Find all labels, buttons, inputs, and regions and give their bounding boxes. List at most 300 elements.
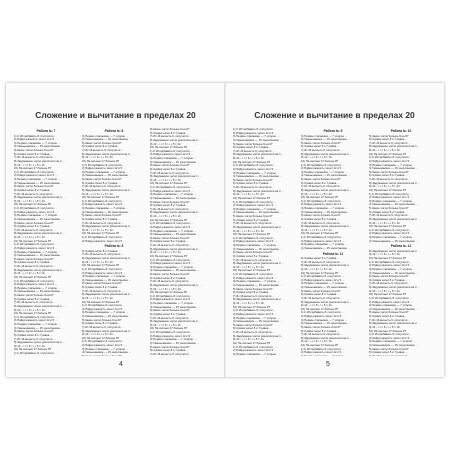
exercise-line: 4) Уменьшаемое — 15, вычитаемое … (369, 203, 419, 207)
exercise-line: 1) К 18 прибавить 8, получится … (150, 294, 194, 298)
exercise-line: 5) Какое число больше 9 на 6? (150, 309, 190, 313)
exercise-line: 4) Уменьшаемое — 15, вычитаемое … (301, 322, 351, 326)
exercise-line: 2) Найди разность чисел 12 и 5 … (369, 336, 413, 340)
exercise-line: 6) Сумма чисел 8 и 7 равна … (82, 322, 121, 326)
exercise-line: 7) Из 16 вычесть 9, получится … (82, 149, 124, 152)
worksheet-heading: Работа № 9 (323, 129, 343, 133)
exercise-line: 6) Сумма чисел 8 и 7 равна … (301, 329, 340, 333)
exercise-line: 3) Первое слагаемое — 7, второе … (150, 157, 197, 160)
exercise-line: 8) Задуманное число увеличили на 4 … (150, 283, 202, 287)
exercise-line: 7) Из 16 вычесть 9, получится … (82, 325, 124, 329)
exercise-line: 6) Сумма чисел 8 и 7 равна … (14, 261, 53, 265)
exercise-line: 3) Первое слагаемое — 7, второе … (369, 340, 416, 344)
exercise-line: 9) 13 – ☐ = 6 ☐ + 5 = 14 (369, 253, 400, 257)
exercise-line: 1) К 18 прибавить 8, получится … (301, 347, 345, 351)
exercise-line: 8) Задуманное число увеличили на 4 … (233, 153, 285, 157)
exercise-line: 3) Первое слагаемое — 7, второе … (369, 236, 416, 239)
exercise-line: 5) Какое число больше 9 на 6? (14, 294, 54, 297)
exercise-line: 10) На сколько 17 больше 8? (301, 344, 339, 347)
exercise-line: 7) Из 16 вычесть 9, получится … (233, 149, 275, 153)
exercise-line: 9) 13 – ☐ = 6 ☐ + 5 = 14 (369, 221, 400, 225)
exercise-line: 6) Сумма чисел 8 и 7 равна … (82, 145, 121, 149)
exercise-line: 3) Первое слагаемое — 7, второе … (369, 163, 416, 167)
exercise-column (82, 128, 146, 356)
exercise-line: 1) К 18 прибавить 8, получится … (369, 296, 413, 300)
exercise-line: 4) Уменьшаемое — 15, вычитаемое … (82, 210, 132, 214)
exercise-line: 3) Первое слагаемое — 7, второе … (82, 134, 129, 138)
exercise-line: 5) Какое число больше 9 на 6? (150, 273, 190, 276)
exercise-line: 6) Сумма чисел 8 и 7 равна … (82, 286, 121, 289)
exercise-line: 9) 13 – ☐ = 6 ☐ + 5 = 14 (150, 251, 181, 255)
exercise-line: 8) Задуманное число увеличили на 4 … (150, 211, 202, 215)
exercise-line: 10) На сколько 17 больше 8? (14, 275, 52, 279)
exercise-line: 6) Сумма чисел 8 и 7 равна … (14, 188, 53, 192)
exercise-line: 2) Найди разность чисел 12 и 5 … (82, 203, 126, 207)
exercise-line: 10) На сколько 17 больше 8? (14, 239, 52, 243)
exercise-line: 3) Первое слагаемое — 7, второе … (233, 280, 280, 284)
exercise-line: 8) Задуманное число увеличили на 4 … (14, 268, 66, 272)
worksheet-heading: Работа № 11 (322, 251, 344, 256)
exercise-line: 3) Первое слагаемое — 7, второе … (233, 171, 280, 175)
exercise-line: 5) Какое число больше 9 на 6? (233, 323, 273, 327)
exercise-line: 8) Задуманное число увеличили на 4 … (301, 336, 353, 340)
exercise-line: 7) Из 16 вычесть 9, получится … (150, 244, 192, 247)
exercise-line (301, 355, 365, 356)
exercise-line: 7) Из 16 вычесть 9, получится … (369, 214, 411, 218)
exercise-line: 5) Какое число больше 9 на 6? (82, 282, 122, 286)
exercise-line: 4) Уменьшаемое — 15, вычитаемое … (233, 247, 283, 251)
exercise-line: 10) На сколько 17 больше 8? (301, 232, 339, 236)
exercise-line: 4) Уменьшаемое — 15, вычитаемое … (369, 307, 419, 311)
exercise-line: 9) 13 – ☐ = 6 ☐ + 5 = 14 (82, 333, 113, 337)
exercise-line: 5) Какое число больше 9 на 6? (14, 185, 54, 189)
exercise-line: 3) Первое слагаемое — 7, второе … (150, 193, 197, 197)
exercise-line: 8) Задуманное число увеличили на 4 … (233, 189, 285, 193)
exercise-line: 3) Первое слагаемое — 7, второе … (14, 178, 61, 181)
exercise-line: 3) Первое слагаемое — 7, второе … (301, 134, 348, 138)
exercise-columns-right (233, 128, 436, 356)
exercise-line: 4) Уменьшаемое — 15, вычитаемое … (150, 160, 200, 164)
exercise-line: 2) Найди разность чисел 12 и 5 … (14, 210, 58, 214)
exercise-line: 7) Из 16 вычесть 9, получится … (150, 280, 192, 284)
exercise-line: 3) Первое слагаемое — 7, второе … (14, 323, 61, 326)
exercise-line: 9) 13 – ☐ = 6 ☐ + 5 = 14 (233, 265, 264, 269)
exercise-line: 7) Из 16 вычесть 9, получится … (82, 289, 124, 293)
exercise-line: 2) Найди разность чисел 12 и 5 … (82, 239, 126, 243)
exercise-line: 1) К 18 прибавить 8, получится … (150, 331, 194, 334)
exercise-column (150, 128, 214, 356)
exercise-line: 9) 13 – ☐ = 6 ☐ + 5 = 14 (150, 178, 181, 182)
exercise-line: 5) Какое число больше 9 на 6? (82, 141, 122, 145)
exercise-line: 8) Задуманное число увеличили на 4 … (14, 196, 66, 200)
exercise-line: 2) Найди разность чисел 12 и 5 … (150, 298, 194, 302)
exercise-line: 5) Какое число больше 9 на 6? (369, 275, 409, 279)
worksheet-heading: Работа № 7 (36, 129, 56, 133)
exercise-line: 9) 13 – ☐ = 6 ☐ + 5 = 14 (369, 289, 400, 293)
exercise-line: 2) Найди разность чисел 12 и 5 … (82, 344, 126, 347)
exercise-line: 7) Из 16 вычесть 9, получится … (233, 258, 275, 262)
exercise-line: 6) Сумма чисел 8 и 7 равна … (150, 349, 189, 353)
exercise-line: 9) 13 – ☐ = 6 ☐ + 5 = 14 (369, 149, 400, 152)
exercise-line: 1) К 18 прибавить 8, получится … (369, 228, 413, 232)
exercise-line: 8) Задуманное число увеличили на 4 … (233, 262, 285, 266)
exercise-line: 9) 13 – ☐ = 6 ☐ + 5 = 14 (301, 192, 332, 196)
exercise-line: 2) Найди разность чисел 12 и 5 … (233, 167, 277, 171)
exercise-columns-left (14, 128, 217, 356)
exercise-line: 5) Какое число больше 9 на 6? (82, 178, 122, 181)
exercise-line: 4) Уменьшаемое — 15, вычитаемое … (301, 138, 351, 142)
exercise-line: 7) Из 16 вычесть 9, получится … (150, 352, 192, 356)
exercise-line: 7) Из 16 вычесть 9, получится … (150, 135, 192, 139)
exercise-line: 10) На сколько 17 больше 8? (369, 293, 407, 297)
exercise-line: 8) Задуманное число увеличили на 4 … (301, 264, 353, 268)
exercise-line: 1) К 18 прибавить 8, получится … (233, 128, 277, 131)
exercise-line: 3) Первое слагаемое — 7, второе … (233, 244, 280, 247)
exercise-line: 3) Первое слагаемое — 7, второе … (14, 286, 61, 290)
exercise-line: 10) На сколько 17 больше 8? (233, 341, 271, 345)
exercise-line: 10) На сколько 17 больше 8? (233, 196, 271, 200)
exercise-line: 5) Какое число больше 9 на 6? (301, 289, 341, 293)
exercise-line: 3) Первое слагаемое — 7, второе … (150, 229, 197, 233)
exercise-line: 6) Сумма чисел 8 и 7 равна … (150, 276, 189, 280)
exercise-line: 9) 13 – ☐ = 6 ☐ + 5 = 14 (233, 157, 264, 160)
exercise-line: 3) Первое слагаемое — 7, второе … (301, 243, 348, 247)
exercise-line: 4) Уменьшаемое — 15, вычитаемое … (301, 246, 351, 250)
exercise-line: 2) Найди разность чисел 12 и 5 … (150, 225, 194, 229)
exercise-line: 4) Уменьшаемое — 15, вычитаемое … (150, 269, 200, 273)
exercise-line: 1) К 18 прибавить 8, получится … (233, 309, 277, 313)
exercise-line: 4) Уменьшаемое — 15, вычитаемое … (14, 326, 64, 330)
exercise-column (14, 128, 78, 356)
exercise-line: 7) Из 16 вычесть 9, получится … (82, 221, 124, 225)
exercise-line: 1) К 18 прибавить 8, получится … (14, 134, 58, 138)
exercise-line: 3) Первое слагаемое — 7, второе … (82, 207, 129, 210)
exercise-line: 4) Уменьшаемое — 15, вычитаемое … (14, 254, 64, 258)
exercise-line: 3) Первое слагаемое — 7, второе … (233, 135, 280, 139)
exercise-line: 3) Первое слагаемое — 7, второе … (14, 141, 61, 145)
left-page (6, 83, 225, 377)
exercise-line: 7) Из 16 вычесть 9, получится … (301, 221, 343, 225)
exercise-line: 4) Уменьшаемое — 15, вычитаемое … (150, 341, 200, 345)
exercise-line: 7) Из 16 вычесть 9, получится … (369, 318, 411, 322)
exercise-line: 5) Какое число больше 9 на 6? (369, 134, 409, 138)
exercise-line: 6) Сумма чисел 8 и 7 равна … (150, 204, 189, 208)
exercise-line: 3) Первое слагаемое — 7, второе … (82, 170, 129, 174)
exercise-line: 2) Найди разность чисел 12 и 5 … (301, 315, 345, 318)
exercise-line: 10) На сколько 17 больше 8? (233, 305, 271, 309)
exercise-line: 10) На сколько 17 больше 8? (14, 348, 52, 352)
exercise-line: 5) Какое число больше 9 на 6? (82, 318, 122, 322)
exercise-line: 2) Найди разность чисел 12 и 5 … (150, 189, 194, 193)
worksheet-heading: Работа № 10 (390, 129, 412, 133)
exercise-line: 3) Первое слагаемое — 7, второе … (233, 316, 280, 320)
exercise-line: 9) 13 – ☐ = 6 ☐ + 5 = 14 (150, 142, 181, 146)
exercise-line: 3) Первое слагаемое — 7, второе … (301, 318, 348, 322)
exercise-line: 9) 13 – ☐ = 6 ☐ + 5 = 14 (14, 308, 45, 312)
exercise-line: 2) Найди разность чисел 12 и 5 … (14, 283, 58, 287)
exercise-line: 1) К 18 прибавить 8, получится … (14, 170, 58, 174)
exercise-line: 4) Уменьшаемое — 15, вычитаемое … (369, 239, 419, 243)
page-number-left: 4 (119, 361, 123, 368)
exercise-line: 4) Уменьшаемое — 15, вычитаемое … (82, 174, 132, 178)
exercise-line: 5) Какое число больше 9 на 6? (150, 236, 190, 240)
exercise-line: 10) На сколько 17 больше 8? (369, 257, 407, 260)
exercise-line: 9) 13 – ☐ = 6 ☐ + 5 = 14 (301, 267, 332, 271)
exercise-line: 1) К 18 прибавить 8, получится … (14, 315, 58, 319)
exercise-line: 2) Найди разность чисел 12 и 5 … (233, 131, 277, 135)
exercise-line: 9) 13 – ☐ = 6 ☐ + 5 = 14 (233, 302, 264, 305)
exercise-line: 6) Сумма чисел 8 и 7 равна … (233, 327, 272, 331)
exercise-line: 3) Первое слагаемое — 7, второе … (233, 207, 280, 211)
exercise-line: 6) Сумма чисел 8 и 7 равна … (233, 218, 272, 222)
exercise-line: 5) Какое число больше 9 на 6? (150, 128, 190, 131)
exercise-line: 10) На сколько 17 больше 8? (150, 327, 188, 331)
exercise-column (301, 128, 365, 356)
exercise-line: 5) Какое число больше 9 на 6? (14, 221, 54, 225)
exercise-line: 8) Задуманное число увеличили на 4 … (233, 225, 285, 229)
exercise-line: 1) К 18 прибавить 8, получится … (82, 163, 126, 167)
exercise-line: 10) На сколько 17 больше 8? (150, 291, 188, 295)
exercise-line: 7) Из 16 вычесть 9, получится … (369, 282, 411, 286)
exercise-line: 1) К 18 прибавить 8, получится … (301, 311, 345, 315)
exercise-line: 1) К 18 прибавить 8, получится … (82, 267, 126, 271)
exercise-line: 8) Задуманное число увеличили на 4 … (14, 159, 66, 163)
exercise-line: 6) Сумма чисел 8 и 7 равна … (14, 297, 53, 301)
exercise-line: 8) Задуманное число увеличили на 4 … (150, 138, 202, 142)
exercise-line: 9) 13 – ☐ = 6 ☐ + 5 = 14 (82, 192, 113, 196)
exercise-line: 6) Сумма чисел 8 и 7 равна … (82, 217, 121, 221)
exercise-line: 5) Какое число больше 9 на 6? (369, 311, 409, 315)
exercise-line: 7) Из 16 вычесть 9, получится … (14, 192, 56, 196)
exercise-line: 10) На сколько 17 больше 8? (82, 300, 120, 304)
exercise-line: 8) Задуманное число увеличили на 4 … (82, 225, 134, 229)
exercise-line: 7) Из 16 вычесть 9, получится … (369, 141, 411, 145)
exercise-line: 3) Первое слагаемое — 7, второе … (369, 304, 416, 308)
exercise-line: 6) Сумма чисел 8 и 7 равна … (301, 293, 340, 297)
exercise-line: 6) Сумма чисел 8 и 7 равна … (14, 333, 53, 337)
exercise-line: 4) Уменьшаемое — 15, вычитаемое … (233, 283, 283, 287)
book-spread (6, 83, 444, 377)
exercise-line: 8) Задуманное число увеличили на 4 … (82, 188, 134, 192)
exercise-line: 10) На сколько 17 больше 8? (150, 218, 188, 222)
exercise-line: 5) Какое число больше 9 на 6? (369, 170, 409, 174)
exercise-line: 6) Сумма чисел 8 и 7 равна … (150, 167, 189, 171)
exercise-line: 1) К 18 прибавить 8, получится … (233, 200, 277, 204)
exercise-line: 3) Первое слагаемое — 7, второе … (150, 265, 197, 269)
exercise-line: 1) К 18 прибавить 8, получится … (301, 236, 345, 239)
exercise-line: 8) Задуманное число увеличили на 4 … (233, 334, 285, 338)
exercise-line: 10) На сколько 17 больше 8? (301, 159, 339, 163)
exercise-line: 7) Из 16 вычесть 9, получится … (14, 337, 56, 341)
exercise-line: 6) Сумма чисел 8 и 7 равна … (82, 249, 121, 253)
exercise-line: 9) 13 – ☐ = 6 ☐ + 5 = 14 (82, 260, 113, 264)
exercise-line: 1) К 18 прибавить 8, получится … (82, 304, 126, 308)
page-number-right: 5 (326, 361, 330, 368)
exercise-line: 1) К 18 прибавить 8, получится … (369, 156, 413, 160)
exercise-line: 2) Найди разность чисел 12 и 5 … (14, 319, 58, 323)
exercise-line: 8) Задуманное число увеличили на 4 … (150, 175, 202, 179)
exercise-line: 2) Найди разность чисел 12 и 5 … (301, 203, 345, 207)
exercise-line: 9) 13 – ☐ = 6 ☐ + 5 = 14 (301, 156, 332, 160)
exercise-line: 10) На сколько 17 больше 8? (82, 196, 120, 200)
exercise-line: 10) На сколько 17 больше 8? (369, 225, 407, 229)
exercise-line: 8) Задуманное число увеличили на 4 … (301, 152, 353, 156)
exercise-line: 5) Какое число больше 9 на 6? (14, 257, 54, 261)
exercise-line: 10) На сколько 17 больше 8? (82, 264, 120, 268)
exercise-line: 10) На сколько 17 больше 8? (150, 146, 188, 150)
exercise-line: 9) 13 – ☐ = 6 ☐ + 5 = 14 (150, 287, 181, 291)
exercise-line: 3) Первое слагаемое — 7, второе … (301, 170, 348, 174)
exercise-line: 5) Какое число больше 9 на 6? (369, 207, 409, 210)
exercise-line: 6) Сумма чисел 8 и 7 равна … (150, 312, 189, 316)
exercise-line: 9) 13 – ☐ = 6 ☐ + 5 = 14 (14, 163, 45, 167)
exercise-line: 7) Из 16 вычесть 9, получится … (82, 253, 124, 257)
exercise-line: 4) Уменьшаемое — 15, вычитаемое … (14, 217, 64, 221)
exercise-line: 10) На сколько 17 больше 8? (150, 182, 188, 186)
exercise-line: 2) Найди разность чисел 12 и 5 … (301, 167, 345, 171)
exercise-line: 2) Найди разность чисел 12 и 5 … (82, 167, 126, 171)
exercise-line: 5) Какое число больше 9 на 6? (301, 325, 341, 329)
exercise-line: 3) Первое слагаемое — 7, второе … (301, 282, 348, 286)
exercise-line: 4) Уменьшаемое — 15, вычитаемое … (233, 138, 283, 142)
exercise-line: 2) Найди разность чисел 12 и 5 … (301, 239, 345, 243)
exercise-line: 6) Сумма чисел 8 и 7 равна … (369, 210, 408, 214)
exercise-line: 1) К 18 прибавить 8, получится … (233, 236, 277, 240)
exercise-line: 8) Задуманное число увеличили на 4 … (82, 257, 134, 260)
exercise-line: 4) Уменьшаемое — 15, вычитаемое … (369, 344, 419, 347)
exercise-line: 6) Сумма чисел 8 и 7 равна … (369, 315, 408, 318)
exercise-line: 6) Сумма чисел 8 и 7 равна … (369, 278, 408, 282)
exercise-line (82, 355, 146, 356)
exercise-line: 9) 13 – ☐ = 6 ☐ + 5 = 14 (14, 344, 45, 348)
exercise-line: 4) Уменьшаемое — 15, вычитаемое … (14, 181, 64, 185)
exercise-line: 2) Найди разность чисел 12 и 5 … (14, 138, 58, 142)
exercise-line: 9) 13 – ☐ = 6 ☐ + 5 = 14 (150, 215, 181, 218)
exercise-line: 6) Сумма чисел 8 и 7 равна … (369, 351, 408, 355)
exercise-line: 3) Первое слагаемое — 7, второе … (82, 311, 129, 315)
exercise-line: 8) Задуманное число увеличили на 4 … (82, 329, 134, 333)
exercise-line: 8) Задуманное число увеличили на 4 … (82, 293, 134, 297)
exercise-line: 7) Из 16 вычесть 9, получится … (301, 185, 343, 189)
exercise-line: 7) Из 16 вычесть 9, получится … (233, 222, 275, 226)
exercise-line: 4) Уменьшаемое — 15, вычитаемое … (82, 315, 132, 318)
exercise-line: 6) Сумма чисел 8 и 7 равна … (301, 257, 340, 260)
exercise-line: 7) Из 16 вычесть 9, получится … (150, 171, 192, 175)
exercise-line: 6) Сумма чисел 8 и 7 равна … (82, 181, 121, 185)
exercise-line: 6) Сумма чисел 8 и 7 равна … (233, 291, 272, 295)
exercise-line: 10) На сколько 17 больше 8? (14, 312, 52, 316)
exercise-line: 2) Найди разность чисел 12 и 5 … (369, 196, 413, 200)
exercise-line: 10) На сколько 17 больше 8? (82, 232, 120, 236)
exercise-line: 2) Найди разность чисел 12 и 5 … (14, 246, 58, 250)
exercise-line: 4) Уменьшаемое — 15, вычитаемое … (233, 175, 283, 179)
exercise-line: 4) Уменьшаемое — 15, вычитаемое … (301, 210, 351, 214)
exercise-line: 9) 13 – ☐ = 6 ☐ + 5 = 14 (150, 323, 181, 327)
exercise-line: 4) Уменьшаемое — 15, вычитаемое … (369, 167, 419, 171)
exercise-line: 3) Первое слагаемое — 7, второе … (369, 267, 416, 271)
exercise-line: 1) К 18 прибавить 8, получится … (82, 236, 126, 239)
exercise-line: 8) Задуманное число увеличили на 4 … (301, 300, 353, 304)
exercise-line: 6) Сумма чисел 8 и 7 равна … (233, 182, 272, 186)
worksheet-heading: Работа № 9 (104, 244, 124, 249)
exercise-line: 1) К 18 прибавить 8, получится … (233, 164, 277, 168)
exercise-line: 3) Первое слагаемое — 7, второе … (14, 250, 61, 254)
exercise-line: 8) Задуманное число увеличили на 4 … (369, 322, 421, 326)
exercise-line: 6) Сумма чисел 8 и 7 равна … (301, 145, 340, 149)
worksheet-heading: Работа № 12 (390, 244, 412, 249)
exercise-line: 9) 13 – ☐ = 6 ☐ + 5 = 14 (233, 193, 264, 197)
exercise-line: 10) На сколько 17 больше 8? (14, 167, 52, 171)
exercise-line: 1) К 18 прибавить 8, получится … (369, 192, 413, 196)
exercise-line: 4) Уменьшаемое — 15, вычитаемое … (14, 145, 64, 149)
exercise-line: 8) Задуманное число увеличили на 4 … (369, 249, 421, 253)
exercise-line: 7) Из 16 вычесть 9, получится … (14, 156, 56, 160)
exercise-line: 5) Какое число больше 9 на 6? (233, 142, 273, 146)
exercise-line: 7) Из 16 вычесть 9, получится … (14, 265, 56, 268)
exercise-line: 4) Уменьшаемое — 15, вычитаемое … (233, 211, 283, 215)
exercise-line: 7) Из 16 вычесть 9, получится … (301, 149, 343, 152)
exercise-column (369, 128, 433, 356)
exercise-line: 3) Первое слагаемое — 7, второе … (150, 302, 197, 305)
exercise-line: 6) Сумма чисел 8 и 7 равна … (14, 152, 53, 156)
exercise-line: 10) На сколько 17 больше 8? (233, 233, 271, 237)
exercise-line: 10) На сколько 17 больше 8? (82, 336, 120, 340)
exercise-line: 1) К 18 прибавить 8, получится … (369, 260, 413, 264)
exercise-line: 2) Найди разность чисел 12 и 5 … (233, 276, 277, 280)
exercise-line: 3) Первое слагаемое — 7, второе … (233, 352, 280, 356)
exercise-line: 2) Найди разность чисел 12 и 5 … (233, 312, 277, 316)
exercise-line: 5) Какое число больше 9 на 6? (301, 214, 341, 218)
exercise-line: 9) 13 – ☐ = 6 ☐ + 5 = 14 (82, 156, 113, 160)
exercise-line: 2) Найди разность чисел 12 и 5 … (233, 240, 277, 244)
exercise-line: 8) Задуманное число увеличили на 4 … (301, 188, 353, 192)
exercise-line: 7) Из 16 вычесть 9, получится … (369, 178, 411, 181)
exercise-line: 1) К 18 прибавить 8, получится … (82, 340, 126, 344)
exercise-line (369, 355, 433, 356)
exercise-line: 8) Задуманное число увеличили на 4 … (369, 145, 421, 149)
exercise-line: 10) На сколько 17 больше 8? (14, 203, 52, 207)
exercise-line: 9) 13 – ☐ = 6 ☐ + 5 = 14 (301, 228, 332, 232)
exercise-line: 6) Сумма чисел 8 и 7 равна … (369, 174, 408, 178)
exercise-line: 5) Какое число больше 9 на 6? (82, 214, 122, 218)
exercise-line: 7) Из 16 вычесть 9, получится … (233, 186, 275, 189)
exercise-line: 9) 13 – ☐ = 6 ☐ + 5 = 14 (14, 236, 45, 239)
exercise-line: 4) Уменьшаемое — 15, вычитаемое … (369, 271, 419, 275)
exercise-line: 3) Первое слагаемое — 7, второе … (82, 275, 129, 279)
exercise-line: 8) Задуманное число увеличили на 4 … (150, 320, 202, 324)
exercise-line: 1) К 18 прибавить 8, получится … (150, 149, 194, 153)
exercise-line: 5) Какое число больше 9 на 6? (150, 164, 190, 168)
exercise-line: 7) Из 16 вычесть 9, получится … (14, 228, 56, 232)
exercise-line: 5) Какое число больше 9 на 6? (233, 178, 273, 182)
exercise-line: 8) Задуманное число увеличили на 4 … (301, 225, 353, 229)
exercise-line: 9) 13 – ☐ = 6 ☐ + 5 = 14 (369, 185, 400, 189)
exercise-line: 4) Уменьшаемое — 15, вычитаемое … (150, 233, 200, 237)
exercise-line: 2) Найди разность чисел 12 и 5 … (369, 232, 413, 236)
exercise-line: 3) Первое слагаемое — 7, второе … (369, 199, 416, 203)
worksheet-heading: Работа № 8 (104, 129, 124, 133)
exercise-line: 8) Задуманное число увеличили на 4 … (14, 341, 66, 345)
exercise-line: 6) Сумма чисел 8 и 7 равна … (14, 225, 53, 229)
exercise-line: 7) Из 16 вычесть 9, получится … (301, 260, 343, 264)
exercise-line: 4) Уменьшаемое — 15, вычитаемое … (150, 196, 200, 200)
exercise-line: 1) К 18 прибавить 8, получится … (14, 279, 58, 283)
right-page (225, 83, 444, 377)
exercise-line: 1) К 18 прибавить 8, получится … (369, 333, 413, 337)
exercise-line: 10) На сколько 17 больше 8? (150, 254, 188, 258)
exercise-line: 4) Уменьшаемое — 15, вычитаемое … (301, 174, 351, 178)
exercise-line: 8) Задуманное число увеличили на 4 … (369, 286, 421, 289)
